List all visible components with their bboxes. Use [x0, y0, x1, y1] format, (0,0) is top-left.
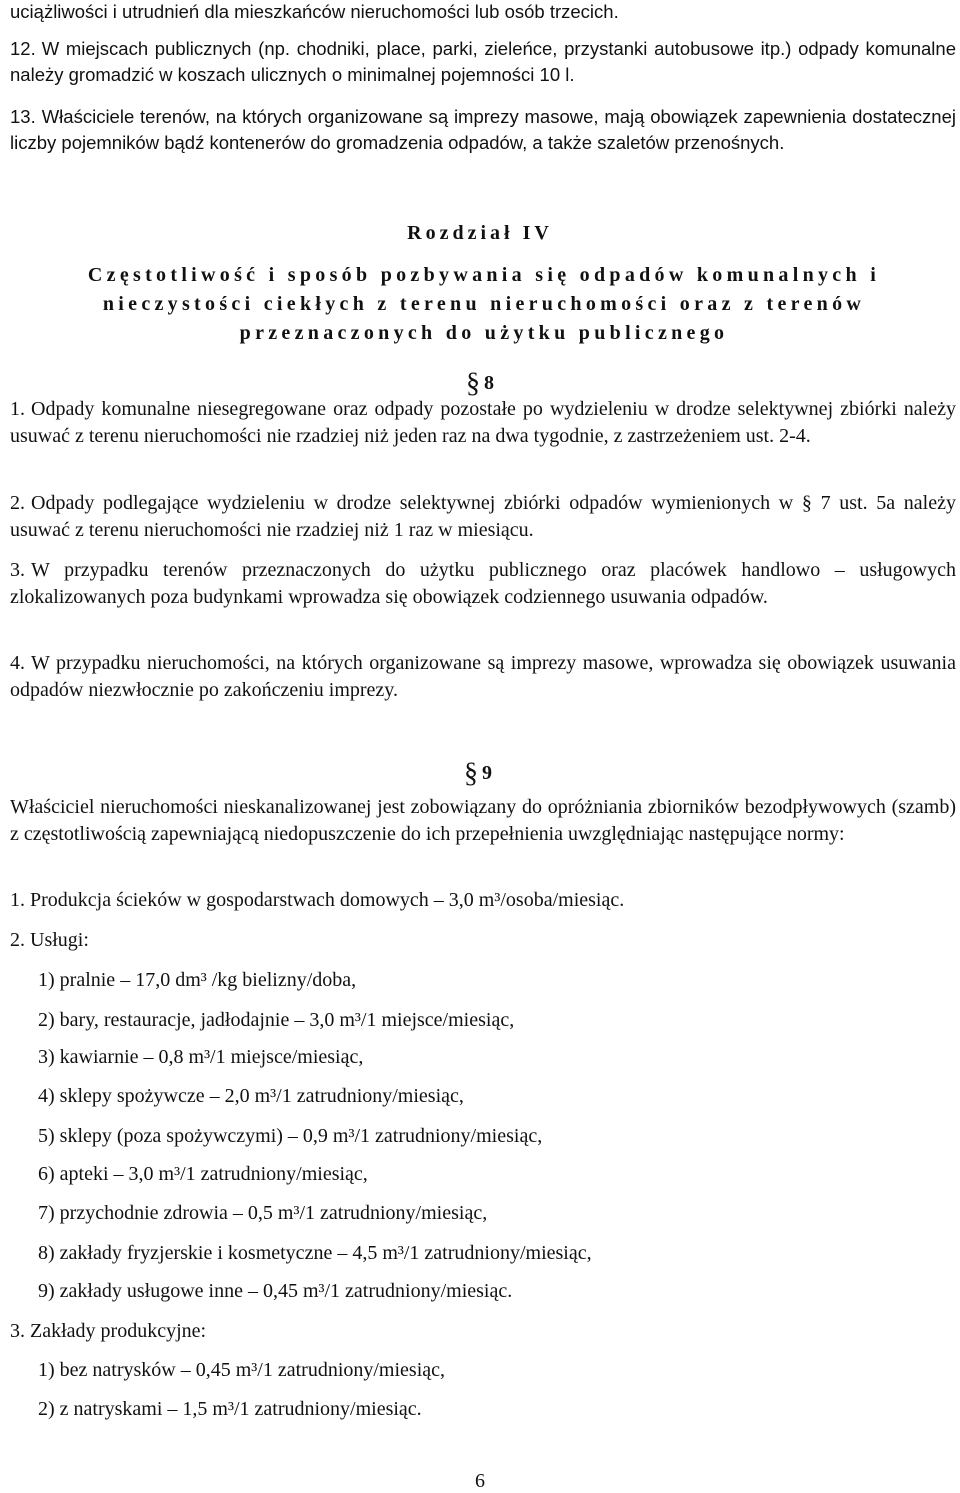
item-text: W przypadku terenów przeznaczonych do użytku publicznego oraz placówek handlowo – usługowych zlokalizowanych poza budynkami wprowadza się obowiązek codziennego usuwania odpadów.: [10, 559, 956, 608]
item-text: Odpady komunalne niesegregowane oraz odpady pozostałe po wydzieleniu w drodze selektywnej zbiórki należy usuwać z terenu nieruchomości nie rzadziej niż jeden raz na dwa tygodnie, z zastrzeżeniem ust. 2-4.: [10, 398, 956, 447]
service-item: 2) bary, restauracje, jadłodajnie – 3,0 m³/1 miejsce/miesiąc,: [38, 1009, 515, 1031]
section-8-number: 8: [484, 372, 494, 394]
item-13-text: Właściciele terenów, na których organizowane są imprezy masowe, mają obowiązek zapewnienia dostatecznej liczby pojemników bądź kontenerów do gromadzenia odpadów, a także szaletów przenośnych.: [10, 106, 956, 153]
section-9-intro: Właściciel nieruchomości nieskanalizowanej jest zobowiązany do opróżniania zbiorników bezodpływowych (szamb) z częstotliwością zapewniającą niedopuszczenie do ich przepełnienia uwzględniając następujące normy:: [10, 796, 956, 845]
service-item: 4) sklepy spożywcze – 2,0 m³/1 zatrudniony/miesiąc,: [38, 1085, 464, 1107]
section-8-item-4: [10, 650, 956, 704]
service-item: 6) apteki – 3,0 m³/1 zatrudniony/miesiąc,: [38, 1163, 368, 1185]
item-number: 2.: [10, 492, 25, 514]
section-9-item-1: 1. Produkcja ścieków w gospodarstwach domowych – 3,0 m³/osoba/miesiąc.: [10, 889, 625, 911]
item-number: 3.: [10, 559, 25, 581]
page-number: 6: [475, 1470, 485, 1492]
chapter-title: Częstotliwość i sposób pozbywania się odpadów komunalnych i nieczystości ciekłych z terenu nieruchomości oraz z terenów przeznaczonych do użytku publicznego: [87, 264, 881, 344]
section-9-heading: [464, 758, 492, 790]
service-item: 8) zakłady fryzjerskie i kosmetyczne – 4,5 m³/1 zatrudniony/miesiąc,: [38, 1242, 592, 1264]
chapter-number: Rozdział IV: [407, 222, 553, 244]
section-symbol: §: [464, 758, 478, 789]
production-item: 1) bez natrysków – 0,45 m³/1 zatrudniony/miesiąc,: [38, 1359, 446, 1381]
service-item: 7) przychodnie zdrowia – 0,5 m³/1 zatrudniony/miesiąc,: [38, 1202, 488, 1224]
item-12-number: 12.: [10, 38, 36, 59]
service-item: 3) kawiarnie – 0,8 m³/1 miejsce/miesiąc,: [38, 1046, 364, 1068]
item-number: 4.: [10, 652, 25, 674]
item-13-number: 13.: [10, 106, 36, 127]
section-8-item-3: [10, 557, 956, 611]
item-text: Odpady podlegające wydzieleniu w drodze selektywnej zbiórki odpadów wymienionych w § 7 ust. 5a należy usuwać z terenu nieruchomości nie rzadziej niż 1 raz w miesiącu.: [10, 492, 956, 541]
top-fragment: uciążliwości i utrudnień dla mieszkańców nieruchomości lub osób trzecich.: [10, 1, 619, 22]
production-item: 2) z natryskami – 1,5 m³/1 zatrudniony/miesiąc.: [38, 1398, 422, 1420]
service-item: 1) pralnie – 17,0 dm³ /kg bielizny/doba,: [38, 969, 357, 991]
item-12: [10, 36, 956, 88]
section-8-item-1: [10, 396, 956, 450]
section-9-item-3: 3. Zakłady produkcyjne:: [10, 1320, 207, 1342]
section-8-item-2: [10, 490, 956, 544]
service-item: 5) sklepy (poza spożywczymi) – 0,9 m³/1 zatrudniony/miesiąc,: [38, 1125, 543, 1147]
item-text: W przypadku nieruchomości, na których organizowane są imprezy masowe, wprowadza się obowiązek usuwania odpadów niezwłocznie po zakończeniu imprezy.: [10, 652, 956, 701]
service-item: 9) zakłady usługowe inne – 0,45 m³/1 zatrudniony/miesiąc.: [38, 1280, 513, 1302]
section-9-number: 9: [482, 762, 492, 784]
section-symbol: §: [466, 368, 480, 399]
item-12-text: W miejscach publicznych (np. chodniki, place, parki, zieleńce, przystanki autobusowe itp.) odpady komunalne należy gromadzić w koszach ulicznych o minimalnej pojemności 10 l.: [10, 38, 956, 85]
item-number: 1.: [10, 398, 25, 420]
item-13: [10, 104, 956, 156]
section-9-item-2: 2. Usługi:: [10, 929, 89, 951]
